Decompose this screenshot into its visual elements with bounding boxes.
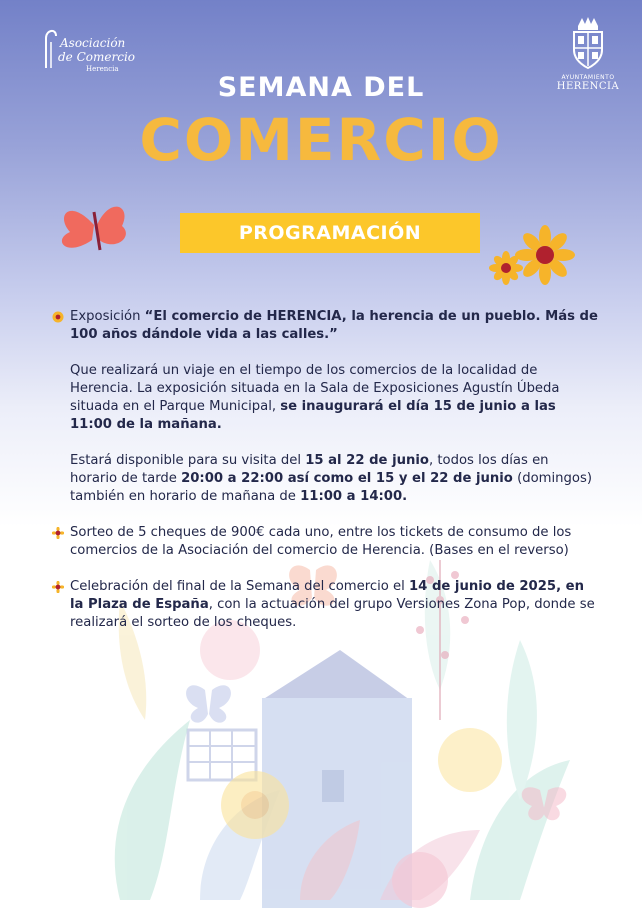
- exposicion-p2-d: 20:00 a 22:00 así como el 15 y el 22 de junio: [181, 471, 513, 486]
- sunflower-large-icon: [515, 225, 575, 285]
- celebracion-a: Celebración del final de la Semana del comercio el: [70, 579, 409, 594]
- logo-right-line2: HERENCIA: [556, 81, 620, 92]
- exposicion-item: [52, 308, 598, 344]
- exposicion-p2-b: 15 al 22 de junio: [305, 453, 429, 468]
- sorteo-item: [52, 524, 598, 560]
- logo-left-line3: Herencia: [86, 65, 119, 73]
- flower-bullet-icon: [52, 311, 64, 323]
- red-butterfly-icon: [62, 207, 126, 250]
- exposicion-p2-c: , todos los días en horario de tarde: [70, 453, 549, 486]
- logo-right-line1: AYUNTAMIENTO: [561, 74, 615, 81]
- exposicion-intro: Exposición: [70, 309, 145, 324]
- exposicion-paragraph-1: [52, 362, 598, 434]
- flower-bullet-icon: [52, 527, 64, 539]
- programacion-label: PROGRAMACIÓN: [238, 222, 422, 244]
- logo-left-line1: Asociación: [60, 36, 126, 50]
- programacion-banner: [180, 213, 480, 253]
- program-content: [52, 308, 598, 650]
- celebracion-c: , con la actuación del grupo Versiones Zona Pop, donde se realizará el sorteo de los cheques.: [70, 597, 595, 630]
- logo-left-line2: de Comercio: [58, 50, 136, 64]
- exposicion-p2-e: (domingos) también en horario de mañana de: [70, 471, 592, 504]
- exposicion-paragraph-2: [52, 452, 598, 506]
- exposicion-p2-a: Estará disponible para su visita del: [70, 453, 306, 468]
- exposicion-p1-bold: se inaugurará el día 15 de junio a las 11:00 de la mañana.: [70, 399, 556, 432]
- title-semana-del: SEMANA DEL: [217, 72, 425, 103]
- exposicion-p2-f: 11:00 a 14:00.: [300, 489, 408, 504]
- coat-of-arms-icon: [568, 16, 608, 72]
- asociacion-comercio-logo: [42, 22, 138, 74]
- title-comercio: COMERCIO: [139, 106, 503, 174]
- flower-bullet-icon: [52, 581, 64, 593]
- sorteo-text: Sorteo de 5 cheques de 900€ cada uno, entre los tickets de consumo de los comercios de la Asociación del comercio de Herencia. (Bases en el reverso): [70, 525, 572, 558]
- exposicion-p1-text: Que realizará un viaje en el tiempo de los comercios de la localidad de Herencia. La exposición situada en la Sala de Exposiciones Agustín Úbeda situada en el Parque Municipal,: [70, 363, 560, 414]
- celebracion-item: [52, 578, 598, 632]
- exposicion-title: “El comercio de HERENCIA, la herencia de un pueblo. Más de 100 años dándole vida a las calles.”: [70, 309, 598, 342]
- celebracion-b: 14 de junio de 2025, en la Plaza de España: [70, 579, 584, 612]
